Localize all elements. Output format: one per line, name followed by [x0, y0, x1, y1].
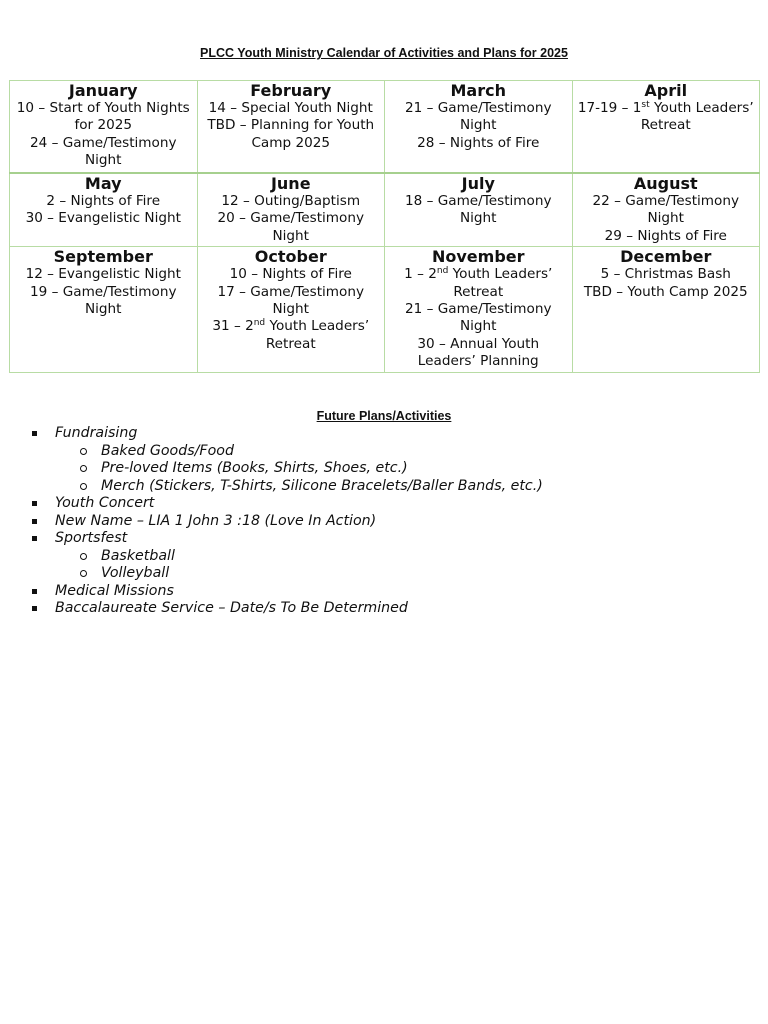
plan-item-text: New Name – LIA 1 John 3 :18 (Love In Action) — [55, 512, 377, 529]
month-name: December — [620, 247, 712, 267]
month-name: September — [53, 247, 153, 267]
plan-item-text: Medical Missions — [55, 582, 174, 599]
ordinal-suffix: nd — [253, 318, 266, 329]
month-cell — [572, 247, 760, 373]
calendar-event: 17-19 – 1st Youth Leaders’ Retreat — [577, 100, 754, 134]
calendar-event: TBD – Youth Camp 2025 — [583, 283, 748, 300]
calendar-row — [10, 247, 760, 373]
plan-item — [30, 513, 750, 531]
calendar-event: 20 – Game/Testimony Night — [217, 210, 365, 244]
calendar-event: 30 – Evangelistic Night — [25, 210, 181, 227]
plan-item — [30, 583, 750, 601]
square-bullet-icon — [32, 519, 37, 524]
month-cell — [385, 173, 573, 247]
month-cell — [572, 173, 760, 247]
plan-sub-item-text: Merch (Stickers, T-Shirts, Silicone Bracelets/Baller Bands, etc.) — [101, 477, 543, 494]
month-name: February — [250, 81, 332, 100]
plan-item-text: Youth Concert — [55, 495, 155, 511]
circle-bullet-icon — [80, 465, 87, 472]
calendar-event: 5 – Christmas Bash — [600, 266, 731, 283]
calendar-event: 29 – Nights of Fire — [604, 227, 727, 244]
plan-sub-item — [30, 548, 750, 566]
calendar-event: 24 – Game/Testimony Night — [29, 134, 177, 169]
square-bullet-icon — [32, 431, 37, 436]
plan-item-text: Baccalaureate Service – Date/s To Be Determined — [55, 600, 408, 616]
month-name: July — [461, 174, 495, 193]
calendar-event: 10 – Nights of Fire — [229, 266, 352, 283]
calendar-event: 31 – 2nd Youth Leaders’ Retreat — [212, 318, 370, 352]
future-plans-list — [30, 425, 750, 618]
calendar-row — [10, 81, 760, 174]
calendar-event: 12 – Evangelistic Night — [25, 266, 181, 283]
month-name: March — [450, 81, 506, 100]
calendar-event: 30 – Annual Youth Leaders’ Planning — [417, 335, 540, 370]
circle-bullet-icon — [80, 553, 87, 560]
calendar-table — [9, 80, 760, 373]
plan-sub-item — [30, 565, 750, 583]
month-cell — [10, 173, 198, 247]
plan-item-text: Fundraising — [55, 425, 138, 441]
calendar-event: 10 – Start of Youth Nights for 2025 — [16, 100, 190, 134]
square-bullet-icon — [32, 606, 37, 611]
calendar-event: 21 – Game/Testimony Night — [404, 301, 552, 335]
document-title: PLCC Youth Ministry Calendar of Activities and Plans for 2025 — [200, 46, 568, 60]
calendar-event: 14 – Special Youth Night — [208, 100, 373, 116]
plan-sub-item — [30, 460, 750, 478]
calendar-event: 22 – Game/Testimony Night — [592, 193, 740, 227]
circle-bullet-icon — [80, 483, 87, 490]
calendar-body — [10, 81, 760, 373]
plan-item — [30, 425, 750, 443]
calendar-event: 28 – Nights of Fire — [417, 134, 540, 151]
calendar-row — [10, 173, 760, 247]
plan-item — [30, 530, 750, 548]
month-name: October — [254, 247, 327, 267]
circle-bullet-icon — [80, 570, 87, 577]
month-cell — [385, 81, 573, 174]
circle-bullet-icon — [80, 448, 87, 455]
plan-sub-item-text: Basketball — [101, 547, 175, 564]
calendar-event: 2 – Nights of Fire — [46, 193, 161, 209]
month-name: May — [84, 174, 122, 193]
calendar-event: TBD – Planning for Youth Camp 2025 — [207, 117, 375, 151]
plan-item — [30, 495, 750, 513]
month-name: June — [270, 174, 311, 193]
calendar-event: 1 – 2nd Youth Leaders’ Retreat — [404, 266, 553, 300]
plan-sub-item — [30, 443, 750, 461]
plan-sub-item — [30, 478, 750, 496]
month-name: April — [644, 81, 688, 100]
month-name: January — [68, 81, 138, 100]
ordinal-suffix: st — [641, 100, 650, 110]
plan-sub-item-text: Pre-loved Items (Books, Shirts, Shoes, etc.) — [101, 460, 408, 476]
future-plans-title: Future Plans/Activities — [316, 409, 452, 423]
calendar-event: 12 – Outing/Baptism — [221, 193, 361, 209]
month-name: November — [431, 247, 525, 267]
square-bullet-icon — [32, 501, 37, 506]
ordinal-suffix: nd — [436, 266, 449, 277]
calendar-event: 18 – Game/Testimony Night — [404, 193, 552, 227]
month-cell — [10, 81, 198, 174]
square-bullet-icon — [32, 536, 37, 541]
month-name: August — [633, 174, 698, 193]
square-bullet-icon — [32, 589, 37, 594]
month-cell — [197, 173, 385, 247]
month-cell — [197, 247, 385, 373]
calendar-event: 21 – Game/Testimony Night — [404, 100, 552, 134]
plan-sub-item-text: Baked Goods/Food — [101, 442, 234, 459]
calendar-event: 19 – Game/Testimony Night — [29, 283, 177, 318]
month-cell — [572, 81, 760, 174]
plan-item-text: Sportsfest — [55, 530, 128, 546]
plan-item — [30, 600, 750, 618]
month-cell — [197, 81, 385, 174]
month-cell — [385, 247, 573, 373]
month-cell — [10, 247, 198, 373]
calendar-event: 17 – Game/Testimony Night — [217, 283, 365, 318]
plan-sub-item-text: Volleyball — [101, 565, 170, 581]
